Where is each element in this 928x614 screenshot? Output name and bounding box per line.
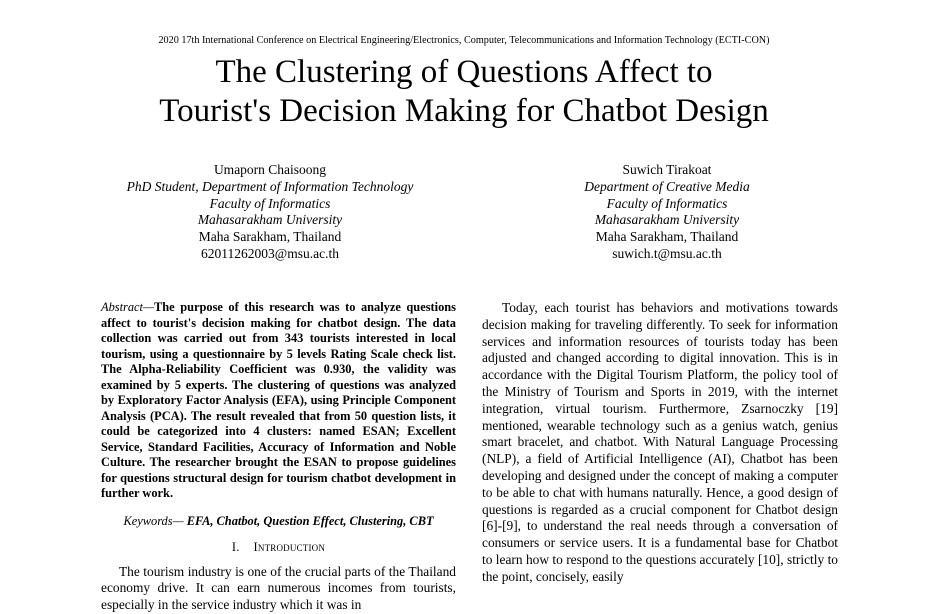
abstract-lead: Abstract—	[101, 300, 155, 314]
author-faculty: Faculty of Informatics	[606, 195, 728, 211]
author-name: Suwich Tirakoat	[622, 162, 712, 177]
abstract-text: The purpose of this research was to analyze questions affect to tourist's decision making for chatbot design. The data collection was carried out from 343 tourists interested in local tourism, using a questionnaire by 5 levels Rating Scale check list. The Alpha-Reliability Coefficient was 0.930, the validity was examined by 5 experts. The clustering of questions was analyzed by Exploratory Factor Analysis (EFA), using Principle Component Analysis (PCA). The result revealed that from 50 question lists, it could be categorized into 4 clusters: named ESAN; Excellent Service, Standard Facilities, Accuracy of Information and Noble Culture. The researcher brought the ESAN to propose guidelines for questions structural design for tourism chatbot development in further work.	[101, 300, 456, 500]
author-block-1	[80, 162, 460, 263]
keywords	[101, 514, 456, 530]
author-name: Umaporn Chaisoong	[213, 162, 327, 177]
paper-title	[0, 53, 928, 131]
introduction-paragraph: The tourism industry is one of the crucial parts of the Thailand economy drive. It can earn numerous incomes from tourists, especially in the service industry which it was in	[101, 563, 456, 613]
author-location: Maha Sarakham, Thailand	[198, 229, 342, 245]
keywords-lead: Keywords—	[123, 513, 184, 528]
author-university: Mahasarakham University	[594, 212, 740, 228]
author-email: 62011262003@msu.ac.th	[201, 245, 339, 261]
author-block-2	[477, 162, 857, 263]
author-location: Maha Sarakham, Thailand	[595, 229, 739, 245]
title-line-1: The Clustering of Questions Affect to	[215, 54, 713, 90]
author-university: Mahasarakham University	[197, 212, 343, 228]
right-column-paragraph: Today, each tourist has behaviors and motivations towards decision making for traveling differently. To seek for information services and information resources of tourists today has been adjusted and changed according to digital innovation. This is in accordance with the Digital Tourism Platform, the policy tool of the Ministry of Tourism and Sports in 2019, with the internet integration, virtual tourism. Furthermore, Zsarnoczky [19] mentioned, wearable technology such as a genius watch, genius smart bracelet, and chatbot. With Natural Language Processing (NLP), a field of Artificial Intelligence (AI), Chatbot has been developing and designed under the concept of making a computer to be able to chat with humans naturally. Hence, a good design of questions is regarded as a crucial component for Chatbot design [6]-[9], to understand the real needs through a conversation of consumers or service users. It is a fundamental base for Chatbot to learn how to respond to the questions accurately [10], strictly to the point, concisely, easily	[482, 300, 838, 584]
keywords-text: EFA, Chatbot, Question Effect, Clustering, CBT	[183, 513, 434, 528]
author-position: Department of Creative Media	[584, 178, 750, 194]
section-heading	[101, 540, 456, 556]
author-position: PhD Student, Department of Information Technology	[126, 178, 414, 194]
abstract	[101, 300, 456, 502]
section-title: Introduction	[253, 540, 326, 554]
left-column	[101, 300, 456, 614]
conference-header: 2020 17th International Conference on Electrical Engineering/Electronics, Computer, Telecommunications and Information Technology (ECTI-CON)	[158, 35, 770, 46]
section-number: I.	[231, 540, 240, 554]
title-line-2: Tourist's Decision Making for Chatbot Design	[159, 93, 769, 129]
author-email: suwich.t@msu.ac.th	[612, 245, 722, 261]
author-faculty: Faculty of Informatics	[209, 195, 331, 211]
